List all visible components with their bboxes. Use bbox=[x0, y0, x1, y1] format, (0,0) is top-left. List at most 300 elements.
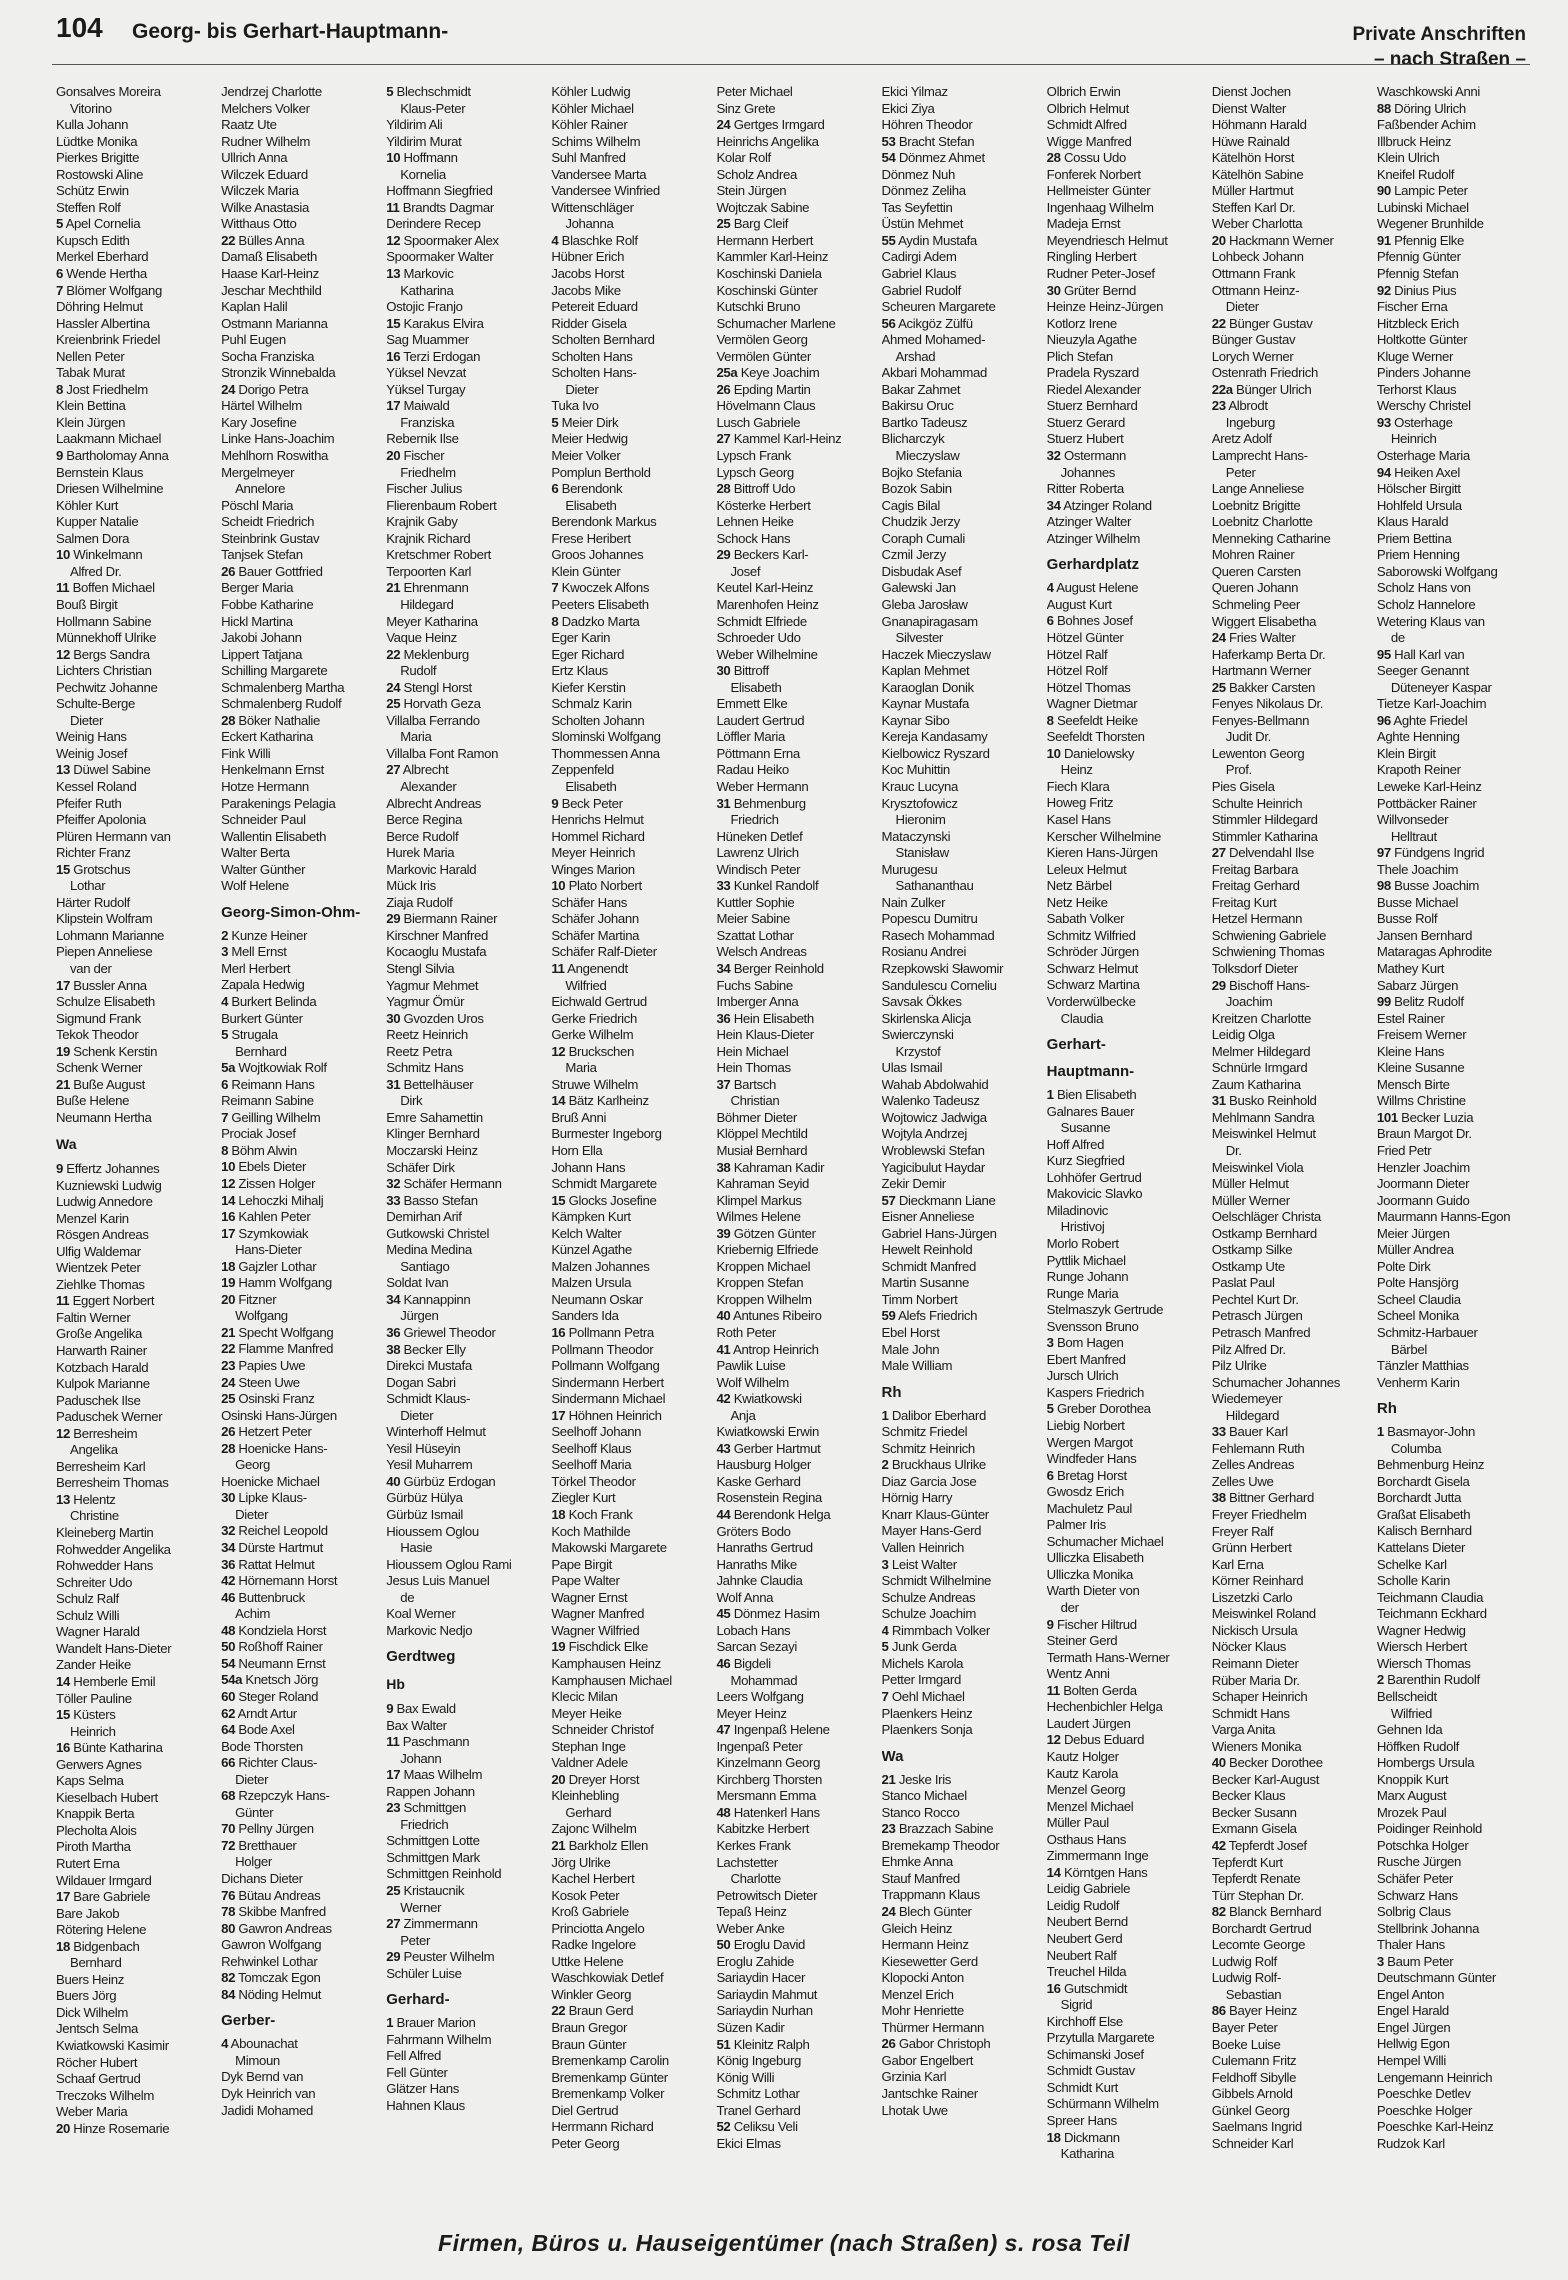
resident-entry: Zaum Katharina bbox=[1211, 1076, 1301, 1092]
resident-entry: Sarcan Sezayi bbox=[716, 1639, 797, 1655]
resident-entry: Fenyes Nikolaus Dr. bbox=[1211, 696, 1324, 712]
resident-entry: Freisem Werner bbox=[1376, 1027, 1467, 1043]
resident-name: Höhnen Heinrich bbox=[565, 1407, 662, 1423]
resident-name: Bittner Gerhard bbox=[1225, 1490, 1314, 1506]
resident-entry: Lachstetter bbox=[716, 1854, 778, 1870]
house-number: 26 bbox=[221, 563, 236, 579]
house-number: 7 bbox=[881, 1688, 889, 1704]
resident-entry: Szattat Lothar bbox=[716, 927, 794, 943]
resident-entry: Galewski Jan bbox=[881, 580, 956, 596]
resident-entry: Hommel Richard bbox=[551, 828, 645, 844]
resident-entry: Bruß Anni bbox=[551, 1109, 607, 1125]
resident-entry: Johann Hans bbox=[551, 1159, 626, 1175]
resident-entry: Lypsch Georg bbox=[716, 464, 794, 480]
resident-entry: Scholten Johann bbox=[551, 712, 645, 728]
resident-entry: Stuerz Gerard bbox=[1046, 414, 1125, 430]
entry-continuation: Werner bbox=[400, 1899, 442, 1915]
resident-entry bbox=[221, 1375, 378, 1392]
resident-name: Blanck Bernhard bbox=[1225, 1904, 1322, 1920]
entry-continuation: Bernhard bbox=[235, 1043, 287, 1059]
resident-name: Knetsch Jörg bbox=[242, 1672, 319, 1688]
section-label-line1: Private Anschriften bbox=[1352, 24, 1526, 45]
resident-entry bbox=[551, 878, 708, 895]
resident-name: Grüter Bernd bbox=[1060, 282, 1136, 298]
resident-entry: Schmidt Gustav bbox=[1046, 2063, 1135, 2079]
resident-entry: Wagner Harald bbox=[56, 1624, 140, 1640]
resident-entry: Schäfer Peter bbox=[1376, 1870, 1453, 1886]
resident-entry: Socha Franziska bbox=[221, 348, 315, 364]
resident-entry: Richter Franz bbox=[56, 845, 131, 861]
resident-entry: Neubert Ralf bbox=[1046, 1947, 1117, 1963]
resident-entry: Ostkamp Bernhard bbox=[1211, 1225, 1317, 1241]
street-heading: Gerhardplatz bbox=[1046, 556, 1140, 574]
resident-entry: Kroppen Wilhelm bbox=[716, 1291, 812, 1307]
resident-name: Becker Dorothee bbox=[1225, 1755, 1323, 1771]
house-number: 24 bbox=[1211, 630, 1226, 646]
resident-entry: Türr Stephan Dr. bbox=[1211, 1887, 1304, 1903]
resident-entry: Ziegler Kurt bbox=[551, 1490, 616, 1506]
resident-name: August Helene bbox=[1053, 580, 1139, 596]
resident-name: Glocks Josefine bbox=[565, 1192, 657, 1208]
entry-continuation: Hieronim bbox=[895, 812, 946, 828]
resident-name: Lampic Peter bbox=[1390, 183, 1468, 199]
resident-entry: Oelschläger Christa bbox=[1211, 1209, 1321, 1225]
resident-entry: Ostmann Marianna bbox=[221, 315, 328, 331]
resident-entry: Pechwitz Johanne bbox=[56, 679, 158, 695]
resident-name: Mell Ernst bbox=[228, 944, 287, 960]
resident-entry: Imberger Anna bbox=[716, 994, 799, 1010]
resident-entry bbox=[386, 1883, 543, 1900]
directory-column-8 bbox=[1212, 84, 1369, 2224]
resident-entry bbox=[221, 1672, 378, 1689]
resident-entry: Härter Rudolf bbox=[56, 894, 130, 910]
resident-entry: Hoffmann Siegfried bbox=[386, 183, 493, 199]
resident-name: Fries Walter bbox=[1225, 630, 1296, 646]
resident-entry: Hickl Martina bbox=[221, 613, 293, 629]
resident-entry: Olbrich Erwin bbox=[1046, 84, 1121, 99]
resident-entry: Witthaus Otto bbox=[221, 216, 297, 232]
resident-entry: Burkert Günter bbox=[221, 1010, 303, 1026]
resident-entry: Rusche Jürgen bbox=[1376, 1854, 1462, 1870]
resident-entry bbox=[56, 547, 213, 564]
resident-entry: Rudner Peter-Josef bbox=[1046, 266, 1155, 282]
house-number: 12 bbox=[221, 1176, 236, 1191]
resident-entry: Wieners Monika bbox=[1211, 1738, 1302, 1754]
house-number: 68 bbox=[221, 1788, 236, 1804]
resident-entry bbox=[716, 663, 873, 680]
resident-entry: Hötzel Günter bbox=[1046, 629, 1124, 645]
resident-entry: Teichmann Eckhard bbox=[1376, 1606, 1487, 1622]
resident-entry: Klein Bettina bbox=[56, 398, 126, 414]
resident-name: Burkert Belinda bbox=[228, 993, 317, 1009]
resident-entry: Treuchel Hilda bbox=[1046, 1964, 1127, 1980]
house-number: 42 bbox=[221, 1573, 236, 1589]
entry-continuation: Anja bbox=[730, 1407, 756, 1423]
resident-name: Kristaucnik bbox=[400, 1882, 465, 1898]
resident-entry: Mensch Birte bbox=[1376, 1076, 1450, 1092]
resident-entry: Makowski Margarete bbox=[551, 1540, 667, 1556]
resident-entry: Jeschar Mechthild bbox=[221, 282, 322, 298]
footer-note: Firmen, Büros u. Hauseigentümer (nach Straßen) s. rosa Teil bbox=[438, 2230, 1130, 2256]
resident-entry: Jentsch Selma bbox=[56, 2021, 138, 2037]
entry-continuation: Silvester bbox=[895, 630, 943, 646]
resident-entry bbox=[221, 1077, 378, 1094]
resident-entry: Hötzel Thomas bbox=[1046, 679, 1131, 695]
resident-entry: Koch Mathilde bbox=[551, 1523, 631, 1539]
resident-entry: Klecic Milan bbox=[551, 1689, 618, 1705]
resident-entry: Pechtel Kurt Dr. bbox=[1211, 1291, 1299, 1307]
resident-entry: Ebert Manfred bbox=[1046, 1351, 1126, 1367]
house-number: 6 bbox=[551, 481, 559, 497]
resident-entry: Haase Karl-Heinz bbox=[221, 266, 319, 282]
resident-entry: Joormann Dieter bbox=[1376, 1176, 1470, 1192]
house-number: 70 bbox=[221, 1821, 236, 1837]
resident-entry: Exmann Gisela bbox=[1211, 1821, 1297, 1837]
house-number: 1 bbox=[1046, 1087, 1054, 1103]
resident-entry: Reimann Dieter bbox=[1211, 1655, 1299, 1671]
directory-column-7 bbox=[1047, 84, 1204, 2224]
entry-continuation: Claudia bbox=[1060, 1010, 1103, 1026]
resident-entry: Rostowski Aline bbox=[56, 166, 144, 182]
house-number: 26 bbox=[221, 1424, 236, 1440]
resident-entry: Sandulescu Corneliu bbox=[881, 977, 997, 993]
resident-entry: Laudert Jürgen bbox=[1046, 1715, 1131, 1731]
resident-name: Küsters bbox=[69, 1707, 116, 1723]
resident-entry: Klaus Harald bbox=[1376, 514, 1449, 530]
resident-entry: Henzler Joachim bbox=[1376, 1159, 1470, 1175]
resident-entry: Salmen Dora bbox=[56, 530, 130, 546]
resident-entry: Aretz Adolf bbox=[1211, 431, 1272, 447]
resident-name: Dreyer Horst bbox=[565, 1771, 640, 1787]
resident-entry: Borchardt Gertrud bbox=[1211, 1920, 1312, 1936]
resident-entry: Rebernik Ilse bbox=[386, 431, 459, 447]
resident-entry: Koschinski Daniela bbox=[716, 266, 822, 282]
entry-continuation: Kornelia bbox=[400, 166, 446, 182]
resident-entry bbox=[551, 1325, 708, 1342]
resident-entry: Rosenstein Regina bbox=[716, 1490, 822, 1506]
resident-entry: Saelmans Ingrid bbox=[1211, 2119, 1302, 2135]
resident-entry: Schmalenberg Rudolf bbox=[221, 696, 342, 712]
resident-entry: Przytulla Margarete bbox=[1046, 2030, 1155, 2046]
resident-entry bbox=[56, 266, 213, 283]
street-heading: Gerhard- bbox=[386, 1991, 450, 2009]
resident-entry: Schneider Paul bbox=[221, 812, 306, 828]
resident-entry: Stengl Silvia bbox=[386, 960, 455, 976]
resident-entry: Petrasch Jürgen bbox=[1211, 1308, 1303, 1324]
resident-entry bbox=[221, 1970, 378, 1987]
resident-entry: Jursch Ulrich bbox=[1046, 1368, 1119, 1384]
resident-entry: Gleich Heinz bbox=[881, 1920, 953, 1936]
resident-entry: Engel Anton bbox=[1376, 1986, 1445, 2002]
resident-entry: Nain Zulker bbox=[881, 894, 946, 910]
resident-entry: Musiał Bernhard bbox=[716, 1143, 808, 1158]
resident-entry: Plaenkers Heinz bbox=[881, 1705, 973, 1721]
resident-entry bbox=[716, 547, 873, 564]
resident-entry: Eger Karin bbox=[551, 630, 611, 646]
resident-entry: Stelmaszyk Gertrude bbox=[1046, 1302, 1164, 1318]
resident-entry: Mersmann Emma bbox=[716, 1788, 816, 1804]
entry-continuation: Johanna bbox=[565, 216, 614, 232]
resident-entry: Höhmann Harald bbox=[1211, 117, 1307, 133]
house-number: 46 bbox=[716, 1655, 731, 1671]
resident-entry: Mergelmeyer bbox=[221, 464, 295, 480]
resident-entry: Meyer Heike bbox=[551, 1705, 622, 1721]
resident-entry: Ingenpaß Peter bbox=[716, 1738, 803, 1754]
resident-entry bbox=[221, 1557, 378, 1574]
resident-entry: Plaenkers Sonja bbox=[881, 1722, 973, 1738]
resident-entry: Schmidt Manfred bbox=[881, 1258, 976, 1274]
resident-entry: Stuerz Bernhard bbox=[1046, 398, 1138, 414]
resident-entry: Hoff Alfred bbox=[1046, 1136, 1105, 1152]
house-number: 20 bbox=[221, 1291, 236, 1307]
resident-entry: Emmett Elke bbox=[716, 696, 788, 712]
resident-entry: Pfennig Günter bbox=[1376, 249, 1461, 265]
resident-name: Zissen Holger bbox=[235, 1176, 316, 1191]
resident-entry: Grünn Herbert bbox=[1211, 1540, 1292, 1556]
house-number: 33 bbox=[386, 1192, 401, 1208]
resident-entry: Dogan Sabri bbox=[386, 1374, 456, 1390]
house-number: 10 bbox=[1046, 745, 1061, 761]
resident-entry: Krajnik Richard bbox=[386, 530, 471, 546]
resident-entry bbox=[386, 1701, 543, 1718]
resident-entry bbox=[56, 1044, 213, 1061]
entry-continuation: Johann bbox=[400, 1750, 442, 1766]
resident-entry: Lohbeck Johann bbox=[1211, 249, 1304, 265]
resident-entry bbox=[882, 1193, 1039, 1210]
resident-entry: Scheidt Friedrich bbox=[221, 514, 315, 530]
resident-entry: Wetering Klaus van bbox=[1376, 613, 1485, 629]
resident-entry bbox=[1212, 398, 1369, 415]
resident-entry: Neumann Hertha bbox=[56, 1109, 152, 1125]
resident-entry: Marenhofen Heinz bbox=[716, 596, 819, 612]
resident-name: Angenendt bbox=[564, 960, 628, 976]
resident-entry: Gürbüz Hülya bbox=[386, 1490, 463, 1506]
resident-name: Bünger Ulrich bbox=[1232, 381, 1312, 397]
resident-entry: Schmitz-Harbauer bbox=[1376, 1325, 1478, 1341]
resident-entry: Yagmur Mehmet bbox=[386, 977, 479, 993]
resident-entry bbox=[221, 1888, 378, 1905]
resident-entry: Menzel Erich bbox=[881, 1986, 954, 2002]
house-number: 14 bbox=[1046, 1864, 1061, 1880]
house-number: 86 bbox=[1211, 2003, 1226, 2019]
resident-entry bbox=[1377, 101, 1534, 118]
house-number: 9 bbox=[386, 1700, 394, 1716]
resident-name: Gvozden Uros bbox=[400, 1010, 484, 1026]
resident-entry: Kessel Roland bbox=[56, 778, 137, 794]
resident-entry bbox=[1212, 978, 1369, 995]
street-heading: Rh bbox=[1376, 1400, 1397, 1418]
resident-entry: Wilke Anastasia bbox=[221, 199, 309, 215]
resident-entry: Stanco Rocco bbox=[881, 1804, 960, 1820]
house-number: 15 bbox=[56, 861, 70, 877]
house-number: 24 bbox=[881, 1903, 896, 1919]
resident-entry: Zimmermann Inge bbox=[1046, 1848, 1149, 1864]
resident-entry: Härtel Wilhelm bbox=[221, 398, 302, 414]
resident-entry: Ulliczka Monika bbox=[1046, 1566, 1134, 1582]
resident-entry bbox=[221, 1143, 378, 1160]
resident-name: Becker Elly bbox=[400, 1341, 466, 1357]
resident-entry: Hitzbleck Erich bbox=[1376, 315, 1459, 331]
entry-continuation: Ingeburg bbox=[1225, 414, 1276, 430]
resident-entry: Dönmez Zeliha bbox=[881, 183, 966, 199]
resident-name: Lehoczki Mihalj bbox=[235, 1192, 324, 1208]
resident-entry: Meyendriesch Helmut bbox=[1046, 232, 1168, 248]
resident-entry: Dienst Jochen bbox=[1211, 84, 1291, 99]
resident-entry: Chudzik Jerzy bbox=[881, 514, 960, 530]
house-number: 90 bbox=[1376, 183, 1391, 199]
resident-name: Ehrenmann bbox=[400, 580, 469, 596]
resident-entry: Hüwe Rainald bbox=[1211, 133, 1290, 149]
resident-entry: Faltin Werner bbox=[56, 1309, 131, 1325]
resident-name: Horvath Geza bbox=[400, 696, 481, 712]
resident-entry: Riedel Alexander bbox=[1046, 381, 1141, 397]
house-number: 21 bbox=[386, 580, 401, 596]
resident-entry: Pollmann Wolfgang bbox=[551, 1358, 660, 1374]
resident-entry: Ehmke Anna bbox=[881, 1854, 953, 1870]
resident-entry: Ekici Yilmaz bbox=[881, 84, 948, 99]
resident-entry: Mehlhorn Roswitha bbox=[221, 448, 329, 464]
resident-entry: Derindere Recep bbox=[386, 216, 481, 232]
house-number: 3 bbox=[881, 1556, 889, 1572]
resident-entry: Törkel Theodor bbox=[551, 1473, 636, 1489]
resident-entry: Rudzok Karl bbox=[1376, 2135, 1445, 2151]
resident-entry: Petter Irmgard bbox=[881, 1672, 961, 1688]
resident-entry bbox=[1377, 283, 1534, 300]
resident-entry: Disbudak Asef bbox=[881, 563, 962, 579]
resident-name: Bauer Gottfried bbox=[235, 563, 323, 579]
house-number: 27 bbox=[716, 431, 731, 447]
resident-name: Jeske Iris bbox=[895, 1771, 952, 1787]
resident-entry: Bozok Sabin bbox=[881, 481, 952, 497]
resident-entry: Terpoorten Karl bbox=[386, 563, 472, 579]
resident-entry: Haczek Mieczyslaw bbox=[881, 646, 991, 662]
resident-entry: Schroeder Udo bbox=[716, 630, 801, 646]
resident-entry: Buers Heinz bbox=[56, 1971, 124, 1987]
resident-name: Pfennig Elke bbox=[1390, 232, 1465, 248]
resident-entry: Schürmann Wilhelm bbox=[1046, 2096, 1159, 2112]
resident-entry: Zelles Andreas bbox=[1211, 1457, 1295, 1473]
house-number: 9 bbox=[551, 795, 559, 811]
resident-entry: Gabriel Klaus bbox=[881, 266, 957, 282]
resident-entry: Flierenbaum Robert bbox=[386, 497, 497, 513]
resident-entry bbox=[221, 1755, 378, 1772]
house-number: 46 bbox=[221, 1589, 236, 1605]
resident-entry: Osterhage Maria bbox=[1376, 448, 1470, 464]
resident-name: Kahlen Peter bbox=[235, 1209, 311, 1225]
resident-entry: Martin Susanne bbox=[881, 1275, 970, 1291]
resident-name: Dönmez Hasim bbox=[730, 1606, 820, 1622]
resident-entry: Michels Karola bbox=[881, 1655, 964, 1671]
resident-entry bbox=[1047, 713, 1204, 730]
resident-entry: Engel Harald bbox=[1376, 2003, 1449, 2019]
resident-name: Brauer Marion bbox=[393, 2015, 476, 2031]
resident-entry: Laudert Gertrud bbox=[716, 712, 805, 728]
resident-entry: Jendrzej Charlotte bbox=[221, 84, 322, 99]
resident-entry bbox=[221, 1193, 378, 1210]
resident-name: Meklenburg bbox=[400, 646, 469, 662]
resident-entry: Hioussem Oglou Rami bbox=[386, 1556, 512, 1572]
house-number: 17 bbox=[551, 1407, 566, 1423]
resident-entry: Schulz Willi bbox=[56, 1607, 120, 1623]
house-number: 40 bbox=[386, 1473, 401, 1489]
resident-entry bbox=[551, 1193, 708, 1210]
resident-name: Terzi Erdogan bbox=[400, 348, 481, 364]
house-number: 26 bbox=[716, 381, 731, 397]
house-number: 4 bbox=[881, 1622, 889, 1638]
entry-continuation: Prof. bbox=[1225, 762, 1252, 778]
resident-entry bbox=[56, 2121, 213, 2138]
resident-entry: Liebig Norbert bbox=[1046, 1418, 1125, 1434]
resident-entry: Eisner Anneliese bbox=[881, 1209, 975, 1225]
resident-entry: Freyer Friedhelm bbox=[1211, 1507, 1307, 1523]
resident-entry: Raatz Ute bbox=[221, 117, 277, 133]
house-number: 10 bbox=[221, 1159, 236, 1175]
resident-entry: Lypsch Frank bbox=[716, 448, 791, 464]
resident-entry: Emre Sahamettin bbox=[386, 1109, 483, 1125]
house-number: 27 bbox=[386, 762, 401, 778]
resident-name: Helentz bbox=[69, 1491, 116, 1507]
house-number: 27 bbox=[386, 1916, 401, 1932]
resident-entry: Harwarth Rainer bbox=[56, 1343, 147, 1359]
resident-entry: Lengemann Heinrich bbox=[1376, 2069, 1493, 2085]
house-number: 32 bbox=[1046, 448, 1061, 464]
resident-entry: Jakobi Johann bbox=[221, 630, 302, 646]
resident-entry: Reimann Sabine bbox=[221, 1093, 314, 1109]
resident-entry bbox=[1212, 316, 1369, 333]
resident-entry bbox=[716, 796, 873, 813]
house-number: 1 bbox=[881, 1407, 889, 1423]
entry-continuation: Judit Dr. bbox=[1225, 729, 1271, 745]
entry-continuation: Dieter bbox=[235, 1506, 269, 1522]
resident-name: Bussler Anna bbox=[69, 977, 147, 993]
resident-entry: Vandersee Marta bbox=[551, 166, 647, 182]
resident-name: Dorigo Petra bbox=[235, 381, 309, 397]
resident-entry: Sabarz Jürgen bbox=[1376, 977, 1459, 993]
resident-entry: Walter Berta bbox=[221, 845, 290, 861]
resident-entry: Lippert Tatjana bbox=[221, 646, 303, 662]
resident-entry: Scholten Hans- bbox=[551, 365, 637, 381]
resident-entry: Bode Thorsten bbox=[221, 1738, 303, 1754]
resident-entry: Weber Anke bbox=[716, 1920, 785, 1936]
resident-entry bbox=[716, 961, 873, 978]
resident-entry bbox=[716, 365, 873, 382]
resident-entry: König Willi bbox=[716, 2069, 775, 2085]
resident-entry: Kielbowicz Ryszard bbox=[881, 745, 990, 761]
house-number: 8 bbox=[221, 1142, 229, 1158]
resident-entry: Kiesewetter Gerd bbox=[881, 1953, 978, 1969]
resident-entry: Kleine Susanne bbox=[1376, 1060, 1465, 1076]
resident-name: Delvendahl Ilse bbox=[1225, 845, 1314, 861]
resident-entry: Koschinski Günter bbox=[716, 282, 818, 298]
street-heading: Gerhart- bbox=[1046, 1036, 1106, 1054]
resident-entry: Petrowitsch Dieter bbox=[716, 1887, 818, 1903]
entry-continuation: Mimoun bbox=[235, 2052, 280, 2068]
resident-entry: Werschy Christel bbox=[1376, 398, 1471, 414]
resident-entry: Yesil Hüseyin bbox=[386, 1440, 461, 1456]
resident-entry: Gabriel Hans-Jürgen bbox=[881, 1225, 997, 1241]
house-number: 17 bbox=[386, 1767, 401, 1783]
resident-entry bbox=[221, 1325, 378, 1342]
resident-entry bbox=[221, 2036, 378, 2053]
entry-continuation: van der bbox=[70, 960, 112, 976]
resident-name: Geilling Wilhelm bbox=[228, 1109, 321, 1125]
resident-entry: Schmittgen Reinhold bbox=[386, 1866, 502, 1882]
resident-entry: Steffen Rolf bbox=[56, 199, 121, 215]
resident-name: Basmayor-John bbox=[1383, 1424, 1475, 1440]
resident-entry bbox=[1212, 233, 1369, 250]
resident-entry: Solbrig Claus bbox=[1376, 1904, 1451, 1920]
resident-entry bbox=[1212, 2003, 1369, 2020]
